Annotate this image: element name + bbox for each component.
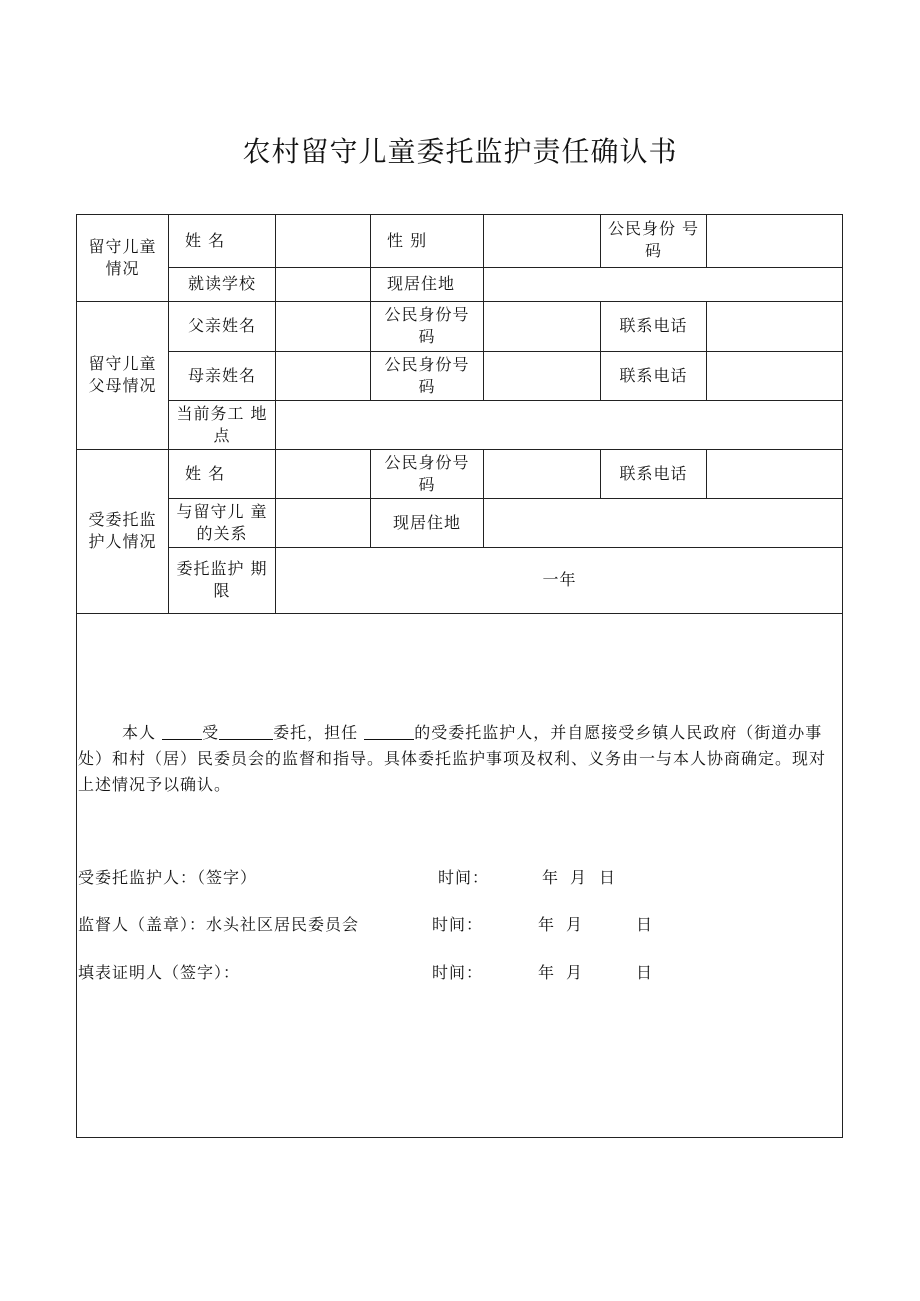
blank-field xyxy=(219,721,273,740)
value-period: 一年 xyxy=(542,570,577,589)
label-gender: 性 别 xyxy=(387,231,428,250)
label-guardian-name: 姓 名 xyxy=(185,463,226,483)
day-label: 日 xyxy=(636,963,654,982)
label-work-location: 当前务工 地点 xyxy=(176,403,268,445)
label-mother-phone: 联系电话 xyxy=(619,365,688,385)
label-father-name: 父亲姓名 xyxy=(187,316,256,335)
col-divider xyxy=(706,449,707,498)
label-guardian-address: 现居住地 xyxy=(392,512,461,532)
label-guardian-id: 公民身份号码 xyxy=(384,452,470,494)
time-label: 时间： xyxy=(432,963,484,982)
col-divider xyxy=(483,215,484,400)
label-mother-name: 母亲姓名 xyxy=(187,365,256,385)
label-id-number: 公民身份 号码 xyxy=(607,219,700,260)
year-label: 年 xyxy=(538,915,556,934)
day-label: 日 xyxy=(636,915,654,934)
supervisor-label: 监督人（盖章）：水头社区居民委员会 xyxy=(78,915,360,934)
label-guardian-phone: 联系电话 xyxy=(619,463,688,483)
label-mother-id: 公民身份号码 xyxy=(384,354,470,396)
statement-paragraph xyxy=(78,720,838,798)
year-label: 年 xyxy=(538,963,556,982)
month-label: 月 xyxy=(566,963,584,982)
month-label: 月 xyxy=(570,868,588,887)
label-name: 姓 名 xyxy=(185,231,226,250)
section-parents: 留守儿童父母情况 xyxy=(88,354,157,395)
label-father-phone: 联系电话 xyxy=(619,316,688,335)
label-period: 委托监护 期限 xyxy=(176,559,268,600)
col-divider xyxy=(706,301,707,400)
blank-field xyxy=(364,721,414,740)
statement-text: 委托，担任 xyxy=(273,723,359,742)
month-label: 月 xyxy=(566,915,584,934)
guardian-signature-label: 受委托监护人：（签字） xyxy=(78,868,258,887)
label-father-id: 公民身份号码 xyxy=(384,305,470,346)
time-label: 时间： xyxy=(438,868,490,887)
col-divider xyxy=(706,215,707,267)
day-label: 日 xyxy=(599,868,617,887)
form-table xyxy=(76,214,843,1138)
page-title: 农村留守儿童委托监护责任确认书 xyxy=(242,135,678,168)
row-divider xyxy=(77,613,843,614)
blank-field xyxy=(162,721,202,740)
time-label: 时间： xyxy=(432,915,484,934)
label-current-address: 现居住地 xyxy=(387,274,456,293)
label-relation: 与留守儿 童的关系 xyxy=(176,501,268,543)
label-school: 就读学校 xyxy=(187,274,256,293)
col-divider xyxy=(483,449,484,547)
statement-text: 受 xyxy=(202,723,220,742)
section-guardian: 受委托监护人情况 xyxy=(88,510,157,551)
section-child: 留守儿童情况 xyxy=(88,237,157,278)
statement-text: 本人 xyxy=(122,723,157,742)
filler-signature-label: 填表证明人（签字）： xyxy=(78,963,241,982)
statement-text: 的受委托监护人，并自愿接受乡镇人民政府（街道办事处）和村（居）民委员会的监督和指导。具体委托监护事项及权利、义务由一与本人协商确定。现对上述情况予以确认。 xyxy=(78,723,827,794)
year-label: 年 xyxy=(542,868,560,887)
